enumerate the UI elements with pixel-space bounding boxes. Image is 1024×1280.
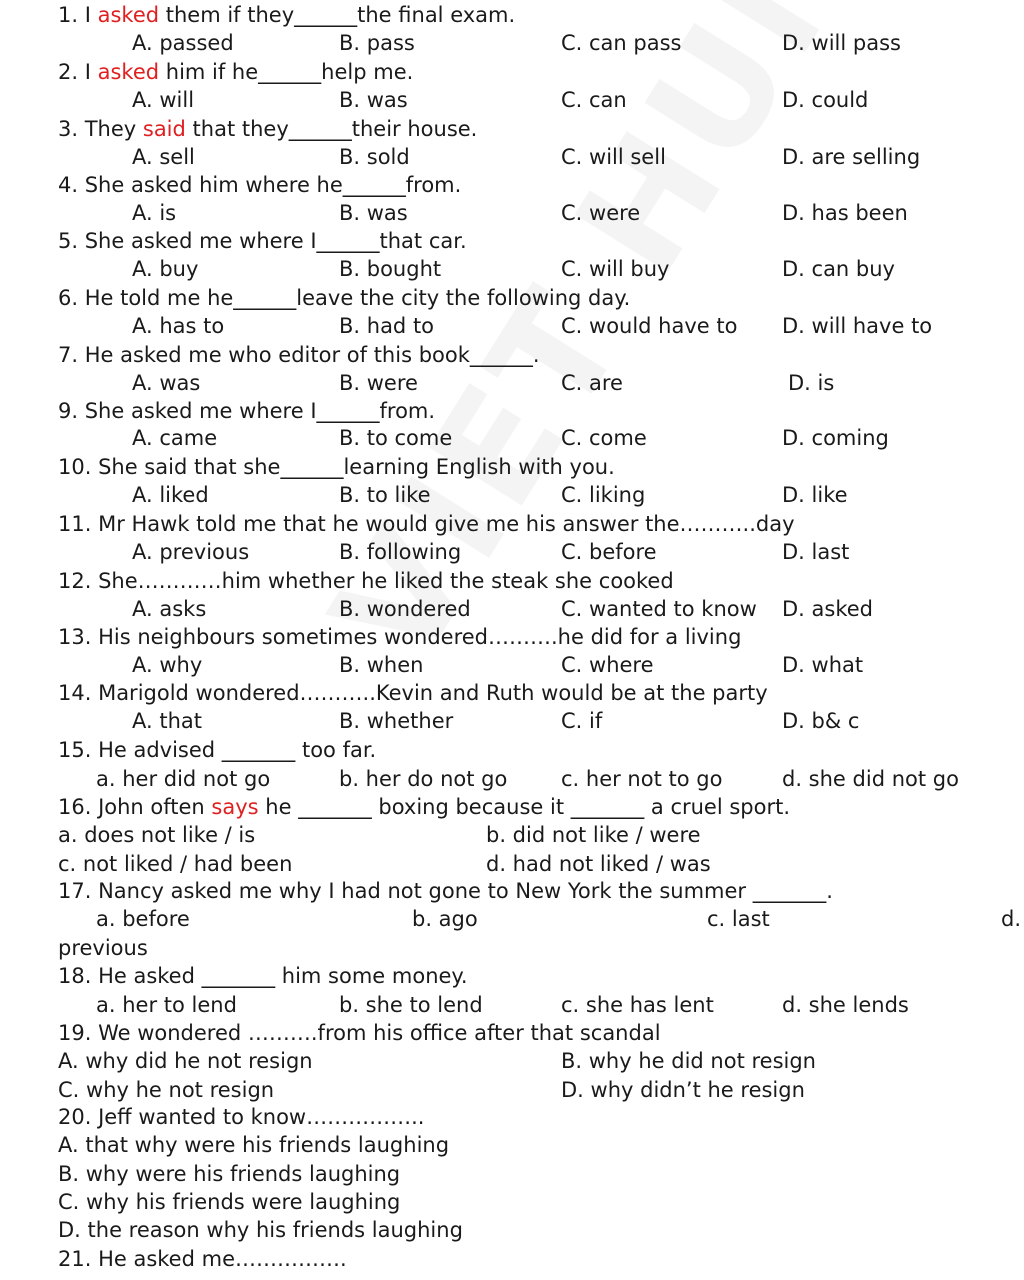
question-20: 20. Jeff wanted to know…………….. [58,1105,425,1129]
question-16: 16. John often says he _______ boxing because it _______ a cruel sport. [58,795,791,819]
q12-option-d[interactable]: D. asked [782,597,873,621]
q19-option-a[interactable]: A. why did he not resign [58,1049,313,1073]
q18-option-b[interactable]: b. she to lend [339,993,483,1017]
question-18: 18. He asked _______ him some money. [58,964,468,988]
q10-option-d[interactable]: D. like [782,483,848,507]
question-2: 2. I asked him if he______help me. [58,60,414,84]
q3-option-b[interactable]: B. sold [339,145,410,169]
q11-option-b[interactable]: B. following [339,540,462,564]
q1-option-a[interactable]: A. passed [132,31,234,55]
q17-option-a[interactable]: a. before [96,907,190,931]
q9-option-a[interactable]: A. came [132,426,218,450]
q4-option-d[interactable]: D. has been [782,201,908,225]
q11-option-c[interactable]: C. before [561,540,657,564]
q15-option-d[interactable]: d. she did not go [782,767,959,791]
q2-option-d[interactable]: D. could [782,88,869,112]
q10-option-a[interactable]: A. liked [132,483,209,507]
highlighted-verb: asked [97,60,160,84]
question-17: 17. Nancy asked me why I had not gone to New York the summer _______. [58,879,833,903]
q14-option-c[interactable]: C. if [561,709,603,733]
q17-option-d[interactable]: d. [1001,907,1022,931]
q4-option-b[interactable]: B. was [339,201,408,225]
q5-option-a[interactable]: A. buy [132,257,199,281]
q6-option-b[interactable]: B. had to [339,314,435,338]
question-4: 4. She asked him where he______from. [58,173,462,197]
question-3: 3. They said that they______their house. [58,117,478,141]
question-6: 6. He told me he______leave the city the following day. [58,286,631,310]
q3-option-d[interactable]: D. are selling [782,145,921,169]
q10-option-b[interactable]: B. to like [339,483,431,507]
q20-option-c[interactable]: C. why his friends were laughing [58,1190,401,1214]
q20-option-a[interactable]: A. that why were his friends laughing [58,1133,450,1157]
question-15: 15. He advised _______ too far. [58,738,377,762]
q2-option-c[interactable]: C. can [561,88,627,112]
question-19: 19. We wondered ……….from his office after that scandal [58,1021,661,1045]
q2-option-b[interactable]: B. was [339,88,408,112]
q13-option-b[interactable]: B. when [339,653,424,677]
q19-option-d[interactable]: D. why didn’t he resign [561,1078,805,1102]
question-21: 21. He asked me……………. [58,1247,347,1271]
question-14: 14. Marigold wondered………..Kevin and Ruth would be at the party [58,681,768,705]
q17-option-c[interactable]: c. last [707,907,770,931]
question-10: 10. She said that she______learning English with you. [58,455,615,479]
q12-option-c[interactable]: C. wanted to know [561,597,757,621]
q20-option-d[interactable]: D. the reason why his friends laughing [58,1218,463,1242]
q16-option-a[interactable]: a. does not like / is [58,823,256,847]
q1-option-b[interactable]: B. pass [339,31,415,55]
q3-option-c[interactable]: C. will sell [561,145,666,169]
q13-option-c[interactable]: C. where [561,653,654,677]
q17-option-d-text[interactable]: previous [58,936,148,960]
q18-option-a[interactable]: a. her to lend [96,993,237,1017]
q6-option-d[interactable]: D. will have to [782,314,933,338]
q7-option-a[interactable]: A. was [132,371,201,395]
q14-option-a[interactable]: A. that [132,709,202,733]
question-11: 11. Mr Hawk told me that he would give me his answer the………..day [58,512,795,536]
q9-option-b[interactable]: B. to come [339,426,453,450]
q7-option-b[interactable]: B. were [339,371,418,395]
q5-option-b[interactable]: B. bought [339,257,442,281]
question-1: 1. I asked them if they______the final exam. [58,3,516,27]
q4-option-a[interactable]: A. is [132,201,177,225]
highlighted-verb: asked [97,3,160,27]
q11-option-d[interactable]: D. last [782,540,850,564]
q2-option-a[interactable]: A. will [132,88,195,112]
q20-option-b[interactable]: B. why were his friends laughing [58,1162,401,1186]
q19-option-c[interactable]: C. why he not resign [58,1078,275,1102]
q18-option-d[interactable]: d. she lends [782,993,909,1017]
q5-option-d[interactable]: D. can buy [782,257,895,281]
question-7: 7. He asked me who editor of this book______. [58,343,540,367]
q7-option-d[interactable]: D. is [788,371,835,395]
q3-option-a[interactable]: A. sell [132,145,195,169]
q6-option-a[interactable]: A. has to [132,314,225,338]
q7-option-c[interactable]: C. are [561,371,623,395]
q15-option-a[interactable]: a. her did not go [96,767,271,791]
q10-option-c[interactable]: C. liking [561,483,646,507]
q13-option-d[interactable]: D. what [782,653,864,677]
q14-option-b[interactable]: B. whether [339,709,454,733]
q1-option-d[interactable]: D. will pass [782,31,901,55]
question-13: 13. His neighbours sometimes wondered……….he did for a living [58,625,742,649]
q6-option-c[interactable]: C. would have to [561,314,738,338]
q9-option-c[interactable]: C. come [561,426,647,450]
q12-option-a[interactable]: A. asks [132,597,207,621]
q5-option-c[interactable]: C. will buy [561,257,670,281]
highlighted-verb: said [142,117,186,141]
q4-option-c[interactable]: C. were [561,201,641,225]
q19-option-b[interactable]: B. why he did not resign [561,1049,816,1073]
q16-option-b[interactable]: b. did not like / were [486,823,701,847]
q18-option-c[interactable]: c. she has lent [561,993,714,1017]
q12-option-b[interactable]: B. wondered [339,597,471,621]
q1-option-c[interactable]: C. can pass [561,31,682,55]
q13-option-a[interactable]: A. why [132,653,203,677]
question-12: 12. She…………him whether he liked the steak she cooked [58,569,674,593]
q9-option-d[interactable]: D. coming [782,426,889,450]
question-5: 5. She asked me where I______that car. [58,229,467,253]
q14-option-d[interactable]: D. b& c [782,709,860,733]
question-9: 9. She asked me where I______from. [58,399,436,423]
q16-option-d[interactable]: d. had not liked / was [486,852,711,876]
q16-option-c[interactable]: c. not liked / had been [58,852,293,876]
q15-option-b[interactable]: b. her do not go [339,767,508,791]
q15-option-c[interactable]: c. her not to go [561,767,723,791]
highlighted-verb: says [211,795,259,819]
q17-option-b[interactable]: b. ago [412,907,478,931]
q11-option-a[interactable]: A. previous [132,540,250,564]
